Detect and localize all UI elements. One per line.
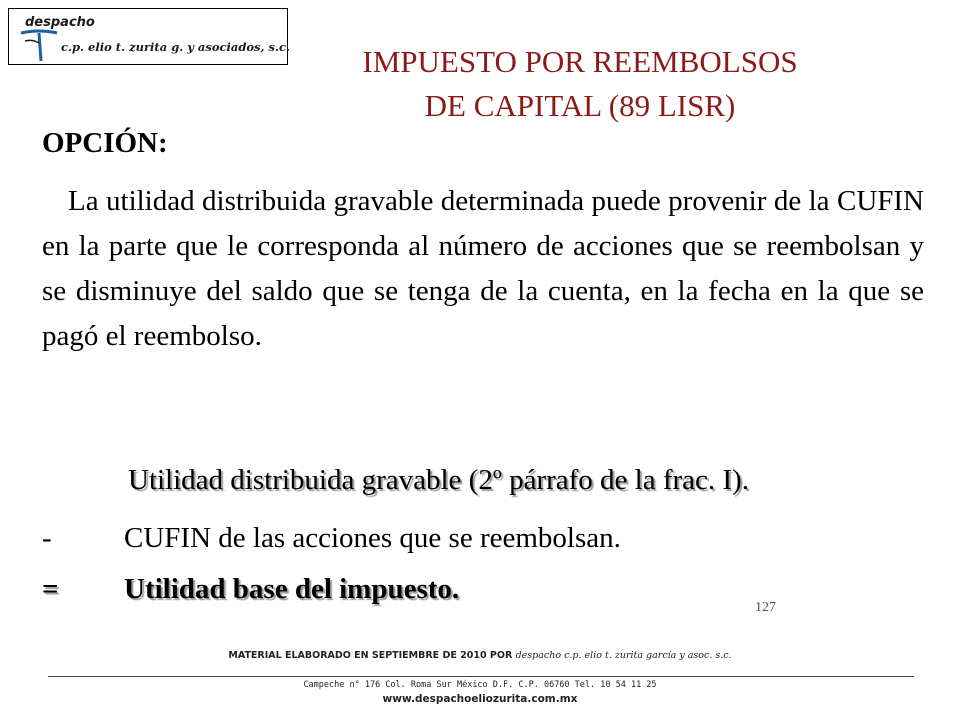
- footer-divider: [48, 676, 914, 677]
- section-heading: OPCIÓN:: [42, 127, 168, 159]
- slide-title-line-1: IMPUESTO POR REEMBOLSOS: [362, 44, 798, 79]
- result-text: Utilidad base del impuesto.: [124, 573, 460, 605]
- logo-subtitle: c.p. elio t. zurita g. y asociados, s.c.: [61, 40, 291, 54]
- page-number: 127: [755, 600, 776, 615]
- footer-material-prefix: MATERIAL ELABORADO EN SEPTIEMBRE DE 2010 POR: [228, 650, 513, 661]
- formula-line-result: [42, 571, 459, 607]
- logo-mark-icon: [19, 29, 59, 63]
- firm-logo: [8, 8, 291, 65]
- body-paragraph: La utilidad distribuida gravable determinada puede provenir de la CUFIN en la parte que le corresponda al número de acciones que se reembolsan y se disminuye del saldo que se tenga de la cuenta, en la fecha en la que se pagó el reembolso.: [42, 185, 924, 352]
- formula-line-utilidad: Utilidad distribuida gravable (2º párrafo de la frac. I).: [128, 464, 749, 496]
- slide-title-line-2: DE CAPITAL (89 LISR): [424, 88, 736, 123]
- formula-line-cufin: [42, 520, 621, 556]
- minus-symbol: -: [42, 522, 52, 554]
- footer-material: [0, 650, 960, 661]
- footer-address: Campeche n° 176 Col. Roma Sur México D.F. C.P. 06760 Tel. 10 54 11 25: [303, 680, 657, 690]
- footer-website[interactable]: www.despachoeliozurita.com.mx: [382, 693, 578, 705]
- footer-firm-name: despacho c.p. elio t. zurita garcía y asoc. s.c.: [515, 650, 732, 661]
- logo-word: despacho: [25, 15, 95, 30]
- cufin-text: CUFIN de las acciones que se reembolsan.: [124, 522, 621, 554]
- equals-symbol: =: [42, 573, 59, 605]
